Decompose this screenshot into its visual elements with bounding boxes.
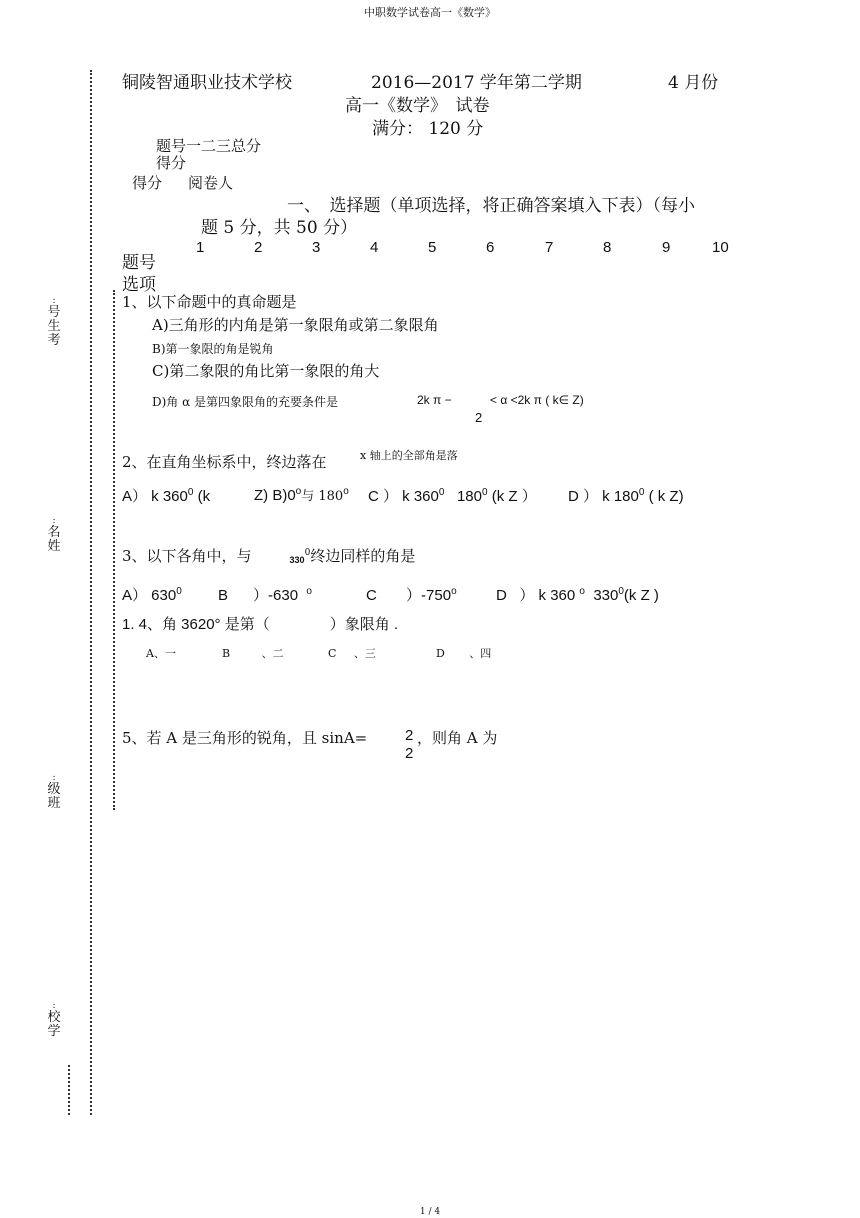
answer-number: 9 bbox=[662, 239, 671, 256]
answer-row-label: 题号 bbox=[122, 253, 156, 273]
q4-option-d: D 、四 bbox=[436, 647, 492, 660]
q1-stem: 1、以下命题中的真命题是 bbox=[122, 293, 297, 311]
binding-label-name: : 名 姓 bbox=[47, 516, 61, 554]
q2-option-b: Z) B)0$^o$与 180$^o$ bbox=[254, 486, 349, 504]
running-header: 中职数学试卷高一《数学》 bbox=[364, 6, 496, 19]
q3-option-b: B ）-630 $^o$ bbox=[218, 586, 312, 604]
answer-number: 7 bbox=[545, 239, 554, 256]
binding-line-lower bbox=[68, 1065, 70, 1115]
answer-number: 5 bbox=[428, 239, 437, 256]
q4-option-a: A、一 bbox=[146, 647, 176, 660]
q1-formula-left: 2k π − bbox=[417, 393, 452, 407]
q2-stem: 2、在直角坐标系中，终边落在 bbox=[122, 453, 327, 471]
q5-fraction-numerator: 2 bbox=[405, 727, 414, 744]
q3-option-c: C ）-750$^o$ bbox=[366, 586, 457, 604]
answer-number: 10 bbox=[712, 239, 729, 256]
answer-number: 2 bbox=[254, 239, 263, 256]
q2-options-line: A） k $360^0$ (k bbox=[122, 487, 211, 505]
q5-stem: 5、若 A 是三角形的锐角，且 sinA= bbox=[122, 729, 368, 747]
full-score: 满分： 120 分 bbox=[372, 119, 484, 139]
q3-option-d: D ） k 360 $^o$ $330^0(k$ Z ) bbox=[496, 586, 659, 604]
q3-stem: 3、以下各角中，与 $330^0$终边同样的角是 bbox=[122, 547, 416, 565]
q1-option-a: A)三角形的内角是第一象限角或第二象限角 bbox=[152, 316, 439, 334]
binding-label-exam-no: : 号 生 考 bbox=[47, 296, 61, 348]
q1-formula-right: < α <2k π ( k∈ Z) bbox=[490, 393, 584, 407]
section-heading-cont: 题 5 分，共 50 分） bbox=[201, 218, 358, 238]
option-row-label: 选项 bbox=[122, 275, 156, 295]
q4-option-c: C 、三 bbox=[328, 647, 376, 660]
answer-number: 6 bbox=[486, 239, 495, 256]
answer-number: 1 bbox=[196, 239, 205, 256]
score-table-score-label: 得分 bbox=[156, 154, 187, 172]
grader-label: 阅卷人 bbox=[188, 174, 234, 192]
binding-line-outer bbox=[90, 70, 92, 1115]
q4-option-b: B 、二 bbox=[222, 647, 284, 660]
section-heading: 一、 选择题（单项选择，将正确答案填入下表）（每小 bbox=[287, 196, 695, 216]
q2-option-a: A） k 360 bbox=[122, 488, 188, 505]
school-name: 铜陵智通职业技术学校 bbox=[122, 73, 292, 93]
school-year: 2016—2017 学年第二学期 bbox=[371, 73, 582, 93]
q2-stem-note: x 轴上的全部角是落 bbox=[360, 449, 458, 462]
exam-month: 4 月份 bbox=[668, 73, 719, 93]
q2-option-c: C ） k $360^0$ $180^0$ (k Z ） bbox=[368, 487, 537, 505]
grader-score-label: 得分 bbox=[132, 174, 163, 192]
course-title: 高一《数学》 试卷 bbox=[345, 96, 490, 116]
q2-option-d: D ） k $180^0$ ( k Z) bbox=[568, 487, 684, 505]
binding-label-class: : 级 班 bbox=[47, 773, 61, 811]
q3-option-a: A） $630^0$ bbox=[122, 586, 182, 604]
q1-option-c: C)第二象限的角比第一象限的角大 bbox=[152, 362, 380, 380]
page-number: 1 / 4 bbox=[419, 1207, 441, 1217]
answer-number: 3 bbox=[312, 239, 321, 256]
q1-option-d: D)角 α 是第四象限角的充要条件是 bbox=[152, 395, 339, 409]
q1-formula-denominator: 2 bbox=[475, 410, 483, 425]
score-table-header: 题号一二三总分 bbox=[156, 137, 262, 155]
answer-number: 4 bbox=[370, 239, 379, 256]
q5-fraction-denominator: 2 bbox=[405, 745, 414, 762]
answer-number: 8 bbox=[603, 239, 612, 256]
q5-tail: ，则角 A 为 bbox=[417, 729, 498, 747]
q4-stem: 1. 4、角 3620° 是第（ ）象限角 . bbox=[122, 616, 399, 633]
binding-label-school: : 校 学 bbox=[47, 1001, 61, 1039]
binding-line-inner bbox=[113, 290, 115, 810]
q1-option-b: B)第一象限的角是锐角 bbox=[152, 342, 274, 356]
